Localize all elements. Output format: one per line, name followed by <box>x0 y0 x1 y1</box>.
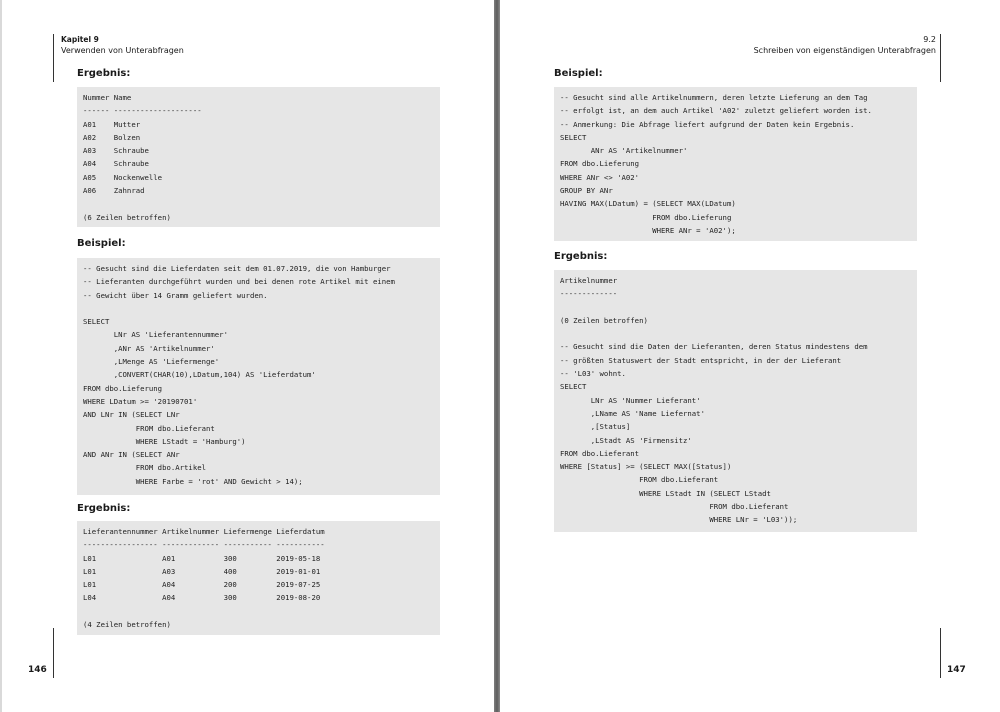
chapter-title: Verwenden von Unterabfragen <box>61 46 184 55</box>
section-number: 9.2 <box>923 35 936 44</box>
example-code-block <box>554 87 917 241</box>
result-label: Ergebnis: <box>77 503 131 514</box>
page-edge <box>0 0 2 712</box>
result-code: Artikelnummer ------------- (0 Zeilen betroffen) -- Gesucht sind die Daten der Lieferanten, deren Status mindestens dem -- größten Statuswert der Stadt entspricht, in der der Lieferant -- 'L03' wohnt. SELECT LNr AS 'Nummer Lieferant' ,LName AS 'Name Liefernat' ,[Status] ,LStadt AS 'Firmensitz' FROM dbo.Lieferant WHERE [Status] >= (SELECT MAX([Status]) FROM dbo.Lieferant WHERE LStadt IN (SELECT LStadt FROM dbo.Lieferant WHERE LNr = 'L03')); <box>560 276 868 525</box>
right-page <box>500 0 1000 712</box>
result-code: Nummer Name ------ -------------------- A01 Mutter A02 Bolzen A03 Schraube A04 Schraube A05 Nockenwelle A06 Zahnrad (6 Zeilen betroffen) <box>83 93 202 222</box>
page-number: 147 <box>947 665 966 675</box>
example-code-block <box>77 258 440 495</box>
left-page <box>0 0 494 712</box>
example-label: Beispiel: <box>554 68 603 79</box>
example-code: -- Gesucht sind die Lieferdaten seit dem 01.07.2019, die von Hamburger -- Lieferanten durchgeführt wurden und bei denen rote Artikel mit einem -- Gewicht über 14 Gramm geliefert wurden. SELECT LNr AS 'Lieferantennummer' ,ANr AS 'Artikelnummer' ,LMenge AS 'Liefermenge' ,CONVERT(CHAR(10),LDatum,104) AS 'Lieferdatum' FROM dbo.Lieferung WHERE LDatum >= '20190701' AND LNr IN (SELECT LNr FROM dbo.Lieferant WHERE LStadt = 'Hamburg') AND ANr IN (SELECT ANr FROM dbo.Artikel WHERE Farbe = 'rot' AND Gewicht > 14); <box>83 264 395 486</box>
example-label: Beispiel: <box>77 238 126 249</box>
footer-rule <box>53 628 54 678</box>
chapter-label: Kapitel 9 <box>61 35 99 44</box>
example-code: -- Gesucht sind alle Artikelnummern, deren letzte Lieferung an dem Tag -- erfolgt ist, an dem auch Artikel 'A02' zuletzt geliefert worden ist. -- Anmerkung: Die Abfrage liefert aufgrund der Daten kein Ergebnis. SELECT ANr AS 'Artikelnummer' FROM dbo.Lieferung WHERE ANr <> 'A02' GROUP BY ANr HAVING MAX(LDatum) = (SELECT MAX(LDatum) FROM dbo.Lieferung WHERE ANr = 'A02'); <box>560 93 872 235</box>
header-rule <box>940 34 941 82</box>
result-code-block <box>554 270 917 532</box>
footer-rule <box>940 628 941 678</box>
result-label: Ergebnis: <box>554 251 608 262</box>
page-number: 146 <box>28 665 47 675</box>
result-code-block <box>77 521 440 635</box>
result-code-block <box>77 87 440 227</box>
section-title: Schreiben von eigenständigen Unterabfragen <box>753 46 936 55</box>
header-rule <box>53 34 54 82</box>
result-label: Ergebnis: <box>77 68 131 79</box>
result-code: Lieferantennummer Artikelnummer Liefermenge Lieferdatum ----------------- ------------- ----------- ----------- L01 A01 300 2019-05-18 L01 A03 400 2019-01-01 L01 A04 200 2019-07-25 L04 A04 300 2019-08-20 (4 Zeilen betroffen) <box>83 527 325 630</box>
